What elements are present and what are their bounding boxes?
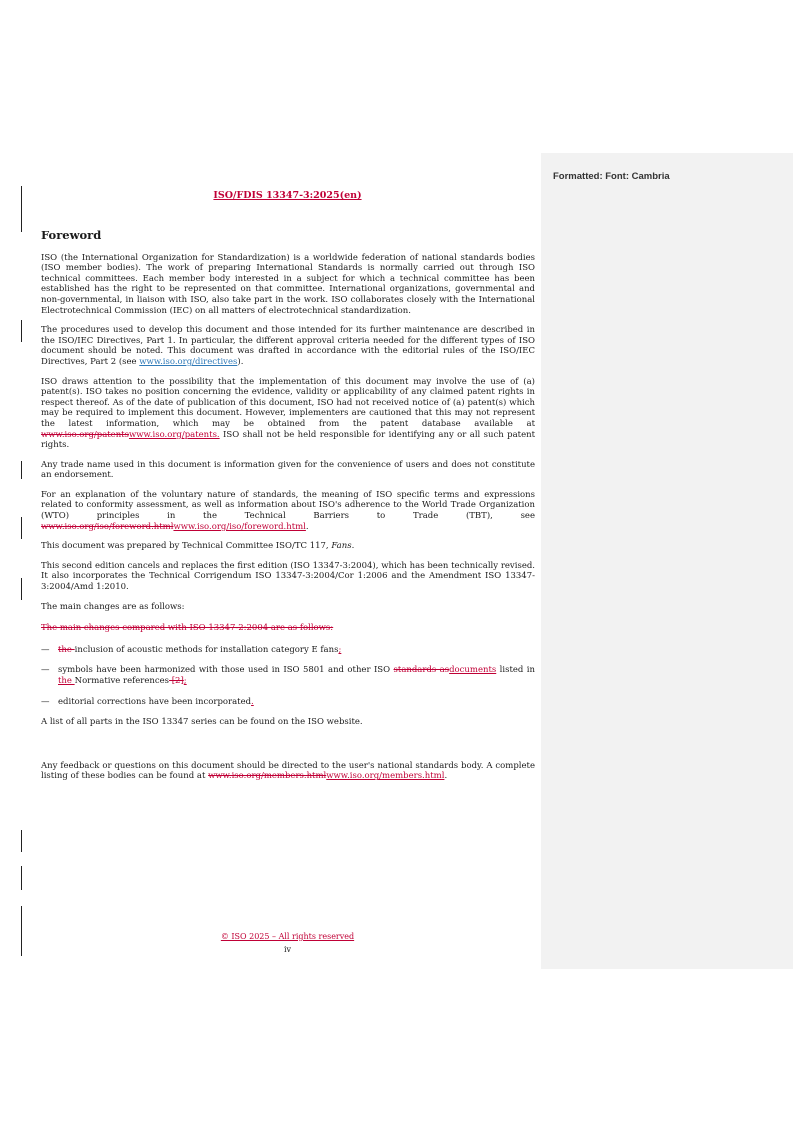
paragraph-text: editorial corrections have been incorporated [58, 696, 252, 707]
paragraph-text: listed in [496, 665, 535, 676]
deleted-text: standards as [393, 665, 450, 676]
inserted-text: documents [449, 665, 497, 676]
list-item-text [58, 665, 535, 686]
foreword-paragraph [41, 325, 535, 367]
list-dash: — [41, 665, 50, 676]
list-dash: — [41, 696, 50, 707]
page-number: iv [283, 945, 292, 954]
paragraph-text: Any feedback or questions on this document should be directed to the user's national standards body. A complete listing of these bodies can be found at [41, 760, 535, 782]
inserted-text: ; [183, 676, 187, 686]
inserted-text: the [58, 676, 75, 686]
foreword-title: Foreword [41, 228, 102, 242]
comment-pane-title: Formatted: Font: Cambria [553, 171, 670, 182]
foreword-paragraph: ISO (the International Organization for Standardization) is a worldwide federation of national standards bodies (ISO member bodies). The work of preparing International Standards is normally carried out through ISO technical committees. Each member body interested in a subject for which a technical committee has been established has the right to be represented on that committee. International organizations, governmental and non-governmental, in liaison with ISO, also take part in the work. ISO collaborates closely with the International Electrotechnical Commission (IEC) on all matters of electrotechnical standardization. [41, 252, 535, 316]
foreword-paragraph: A list of all parts in the ISO 13347 series can be found on the ISO website. [41, 717, 363, 728]
paragraph-text: Normative references [74, 676, 170, 686]
deleted-text: [2] [169, 676, 184, 686]
foreword-paragraph [41, 490, 535, 532]
foreword-paragraph [41, 761, 535, 782]
change-bar [21, 461, 22, 479]
inserted-text: ; [338, 644, 342, 655]
change-bar [21, 186, 22, 232]
paragraph-text: . [444, 771, 448, 782]
list-item-text [58, 697, 535, 708]
deleted-text: The main changes compared with ISO 13347-2:2004 are as follows: [41, 623, 334, 634]
change-bar [21, 866, 22, 890]
committee-name: Fans [331, 541, 352, 552]
list-dash: — [41, 644, 50, 655]
copyright-footer: © ISO 2025 – All rights reserved [220, 932, 355, 941]
paragraph-text: . [305, 521, 309, 532]
paragraph-text: inclusion of acoustic methods for installation category E fans [74, 644, 339, 655]
deleted-text: the [58, 644, 75, 655]
list-item [41, 697, 535, 708]
patents-link[interactable]: www.iso.org/patents. [128, 429, 220, 440]
list-item-text [58, 645, 535, 656]
foreword-paragraph: This second edition cancels and replaces the first edition (ISO 13347-3:2004), which has been technically revised. It also incorporates the Technical Corrigendum ISO 13347-3:2004/Cor 1:2006 and the Amendment ISO 13347-3:2004/Amd 1:2010. [41, 560, 535, 593]
paragraph-text: ). [237, 356, 244, 367]
deleted-text: www.iso.org/iso/foreword.html [41, 521, 174, 532]
change-bar [21, 830, 22, 852]
foreword-paragraph: Any trade name used in this document is information given for the convenience of users and does not constitute an endorsement. [41, 459, 535, 481]
foreword-link[interactable]: www.iso.org/iso/foreword.html [173, 521, 306, 532]
paragraph-text: For an explanation of the voluntary nature of standards, the meaning of ISO specific terms and expressions related to conformity assessment, as well as information about ISO's adherence to the World Trade Organization (WTO) principles in the Technical Barriers to Trade (TBT), see [41, 489, 535, 522]
paragraph-text: ISO shall not be held responsible for identifying any or all such patent rights. [41, 429, 535, 451]
change-bar [21, 906, 22, 956]
foreword-paragraph: The main changes are as follows: [41, 601, 185, 612]
foreword-paragraph [41, 377, 535, 451]
change-bar [21, 320, 22, 342]
directives-link[interactable]: www.iso.org/directives [139, 356, 238, 367]
foreword-paragraph [41, 541, 535, 552]
deleted-text: www.iso.org/patents [41, 429, 129, 440]
list-item [41, 645, 535, 656]
paragraph-text: The procedures used to develop this document and those intended for its further maintenance are described in the ISO/IEC Directives, Part 1. In particular, the different approval criteria needed for the different types of ISO document should be noted. This document was drafted in accordance with the editorial rules of the ISO/IEC Directives, Part 2 (see [41, 325, 535, 367]
foreword-section [41, 230, 535, 791]
deleted-paragraph [41, 623, 535, 634]
members-link[interactable]: www.iso.org/members.html [326, 771, 445, 782]
paragraph-text: ISO draws attention to the possibility that the implementation of this document may involve the use of (a) patent(s). ISO takes no position concerning the evidence, validity or applicability of any claimed patent rights in respect thereof. As of the date of publication of this document, ISO had not received notice of (a) patent(s) which may be required to implement this document. However, implementers are cautioned that this may not represent the latest information, which may be obtained from the patent database available at [41, 376, 535, 429]
comment-pane [541, 153, 793, 969]
change-bar [21, 578, 22, 600]
paragraph-text: symbols have been harmonized with those used in ISO 5801 and other ISO [58, 665, 394, 676]
document-id-header: ISO/FDIS 13347-3:2025(en) [213, 190, 362, 201]
inserted-text: . [251, 696, 254, 707]
deleted-text: www.iso.org/members.html [208, 771, 327, 782]
paragraph-text: . [351, 541, 355, 552]
list-item [41, 665, 535, 686]
paragraph-text: This document was prepared by Technical Committee ISO/TC 117, [41, 541, 332, 552]
change-bar [21, 517, 22, 539]
